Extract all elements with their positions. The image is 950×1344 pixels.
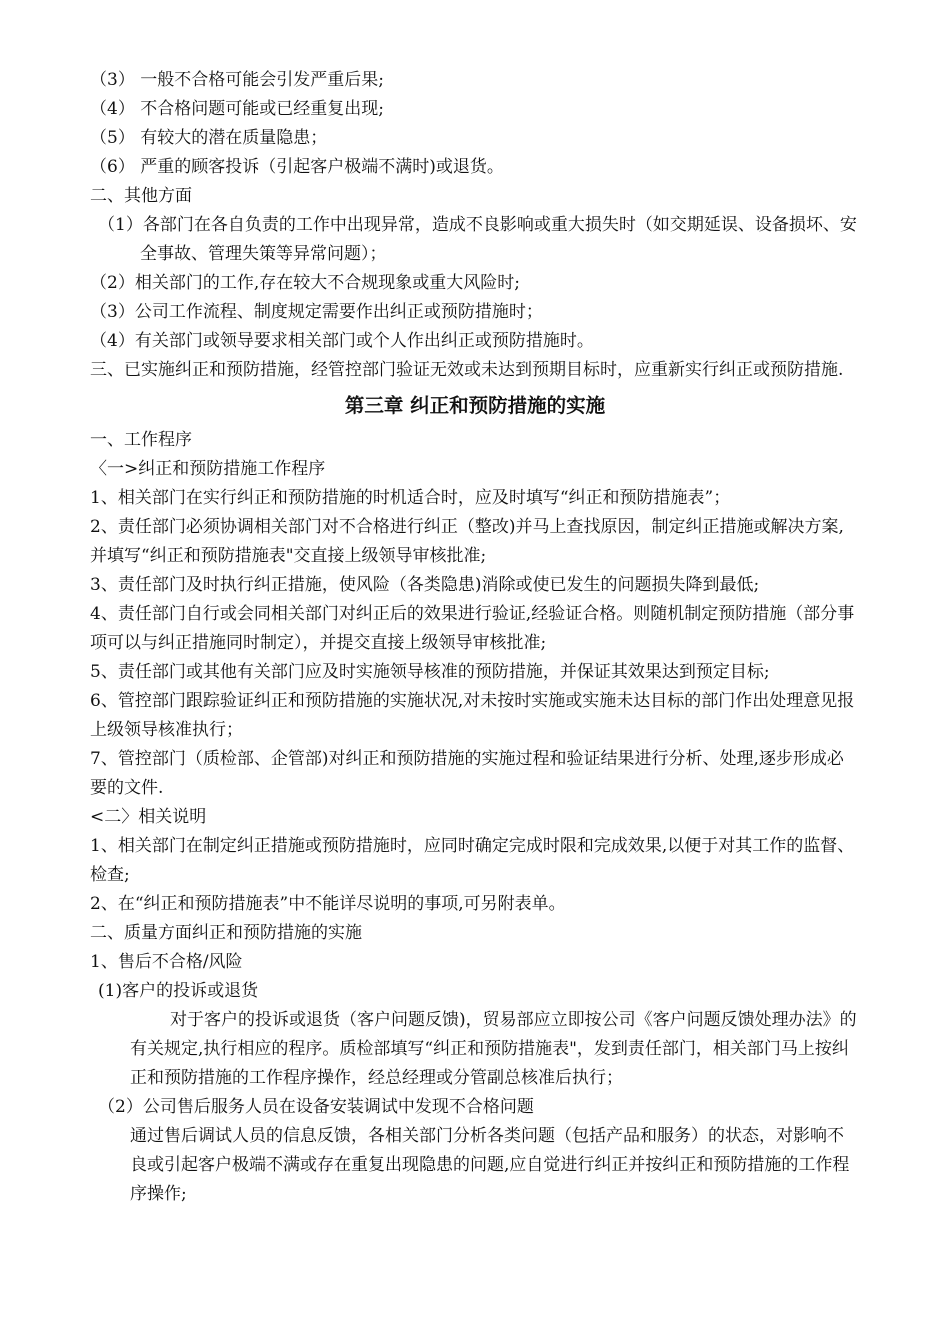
list-item: 7、管控部门（质检部、企管部)对纠正和预防措施的实施过程和验证结果进行分析、处理,逐步形成必要的文件. bbox=[90, 749, 844, 798]
section-heading: 一、工作程序 bbox=[90, 430, 192, 450]
list-item: （3） 一般不合格可能会引发严重后果; bbox=[90, 70, 384, 90]
paragraph: 通过售后调试人员的信息反馈，各相关部门分析各类问题（包括产品和服务）的状态，对影响不良或引起客户极端不满或存在重复出现隐患的问题,应自觉进行纠正并按纠正和预防措施的工作程序操作; bbox=[130, 1126, 850, 1204]
list-item: （1）各部门在各自负责的工作中出现异常，造成不良影响或重大损失时（如交期延误、设备损坏、安全事故、管理失策等异常问题）； bbox=[98, 215, 857, 264]
list-item: （6） 严重的顾客投诉（引起客户极端不满时)或退货。 bbox=[90, 157, 504, 177]
paragraph: 对于客户的投诉或退货（客户问题反馈)，贸易部应立即按公司《客户问题反馈处理办法》的有关规定,执行相应的程序。质检部填写“纠正和预防措施表"，发到责任部门，相关部门马上按纠正和预防措施的工作程序操作，经总经理或分管副总核准后执行； bbox=[130, 1010, 857, 1088]
section-heading: 二、质量方面纠正和预防措施的实施 bbox=[90, 923, 362, 943]
subsection-heading: 〈一>纠正和预防措施工作程序 bbox=[90, 459, 326, 479]
list-item: （5） 有较大的潜在质量隐患； bbox=[90, 128, 328, 148]
list-item: 6、管控部门跟踪验证纠正和预防措施的实施状况,对未按时实施或实施未达目标的部门作出处理意见报上级领导核准执行； bbox=[90, 691, 855, 740]
list-item: （3）公司工作流程、制度规定需要作出纠正或预防措施时； bbox=[90, 302, 543, 322]
list-item: 1、相关部门在制定纠正措施或预防措施时，应同时确定完成时限和完成效果,以便于对其工作的监督、检查; bbox=[90, 836, 855, 885]
list-item: （2）相关部门的工作,存在较大不合规现象或重大风险时; bbox=[90, 273, 520, 293]
paragraph: 三、已实施纠正和预防措施，经管控部门验证无效或未达到预期目标时，应重新实行纠正或预防措施. bbox=[90, 360, 844, 380]
list-item: 4、责任部门自行或会同相关部门对纠正后的效果进行验证,经验证合格。则随机制定预防措施（部分事项可以与纠正措施同时制定），并提交直接上级领导审核批准; bbox=[90, 604, 855, 653]
list-item: 2、在“纠正和预防措施表”中不能详尽说明的事项,可另附表单。 bbox=[90, 894, 566, 914]
list-item: （4） 不合格问题可能或已经重复出现; bbox=[90, 99, 384, 119]
list-item: 2、责任部门必须协调相关部门对不合格进行纠正（整改)并马上查找原因，制定纠正措施或解决方案,并填写“纠正和预防措施表"交直接上级领导审核批准; bbox=[90, 517, 844, 566]
list-item: 1、相关部门在实行纠正和预防措施的时机适合时，应及时填写“纠正和预防措施表”； bbox=[90, 488, 731, 508]
section-heading: 二、其他方面 bbox=[90, 186, 192, 206]
subsection-heading: （2）公司售后服务人员在设备安装调试中发现不合格问题 bbox=[98, 1097, 534, 1117]
chapter-title: 第三章 纠正和预防措施的实施 bbox=[344, 394, 606, 417]
subsection-heading: (1)客户的投诉或退货 bbox=[98, 981, 259, 1001]
subsection-heading: 1、售后不合格/风险 bbox=[90, 952, 243, 972]
subsection-heading: <二〉相关说明 bbox=[90, 807, 207, 827]
list-item: 5、责任部门或其他有关部门应及时实施领导核准的预防措施，并保证其效果达到预定目标; bbox=[90, 662, 770, 682]
list-item: （4）有关部门或领导要求相关部门或个人作出纠正或预防措施时。 bbox=[90, 331, 594, 351]
list-item: 3、责任部门及时执行纠正措施，使风险（各类隐患)消除或使已发生的问题损失降到最低; bbox=[90, 575, 760, 595]
